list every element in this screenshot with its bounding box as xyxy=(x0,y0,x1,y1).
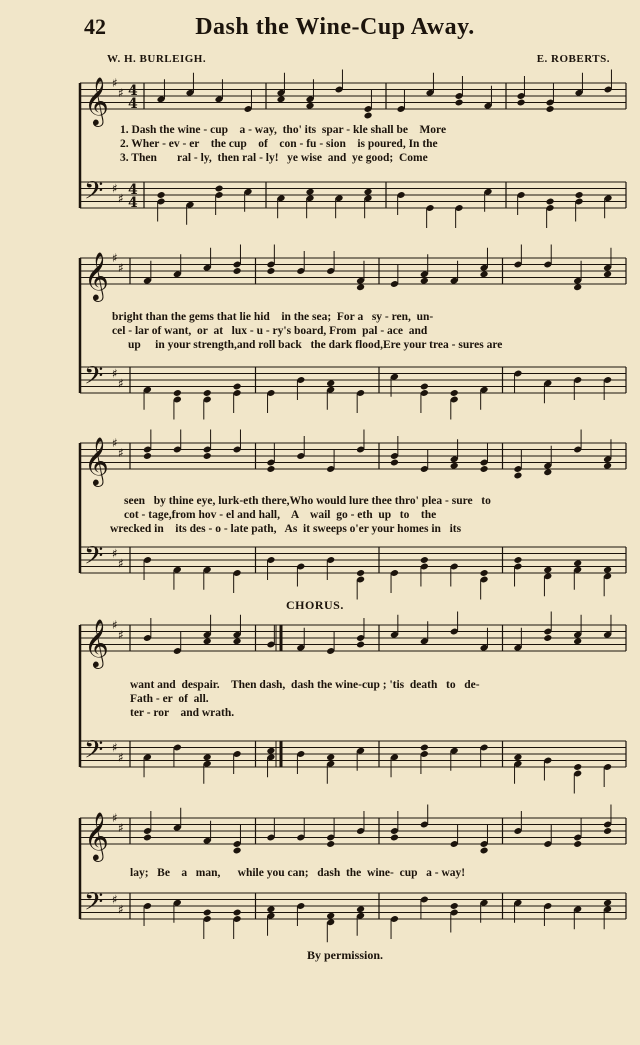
lyric-line: lay; Be a man, while you can; dash the wine- cup a - way! xyxy=(130,867,466,879)
note-head xyxy=(603,827,612,835)
time-signature: 4 xyxy=(128,96,138,112)
note-head xyxy=(480,465,489,473)
note-head xyxy=(233,847,242,855)
time-signature: 4 xyxy=(128,195,138,211)
hymn-title: Dash the Wine-Cup Away. xyxy=(195,14,475,40)
note-head xyxy=(573,840,582,848)
note-head xyxy=(364,112,373,120)
note-head xyxy=(543,634,552,642)
sharp-icon: ♯ xyxy=(118,191,124,206)
note-head xyxy=(480,569,489,577)
sharp-icon: ♯ xyxy=(112,740,118,755)
note-head xyxy=(203,909,212,917)
sharp-icon: ♯ xyxy=(118,627,124,642)
time-signature: 4 xyxy=(128,83,138,99)
sharp-icon: ♯ xyxy=(118,750,124,765)
note-head xyxy=(356,569,365,577)
lyric-line: seen by thine eye, lurk-eth there,Who would lure thee thro' plea - sure to xyxy=(124,495,491,507)
bass-clef-icon: 𝄢 xyxy=(84,176,104,212)
lyric-line: up in your strength,and roll back the dark flood,Ere your trea - sures are xyxy=(128,339,503,351)
note-head xyxy=(546,198,555,206)
note-head xyxy=(573,763,582,771)
note-head xyxy=(266,465,275,473)
page-number: 42 xyxy=(84,14,106,39)
treble-clef-icon: 𝄞 xyxy=(84,76,109,125)
note-head xyxy=(455,99,464,107)
composer-credit: E. ROBERTS. xyxy=(536,53,610,65)
lyric-line: cel - lar of want, or at lux - u - ry's board, From pal - ace and xyxy=(112,325,428,337)
treble-clef-icon: 𝄞 xyxy=(84,811,109,860)
time-signature: 4 xyxy=(128,182,138,198)
note-head xyxy=(215,185,224,193)
lyric-line: 1. Dash the wine - cup a - way, tho' its spar - kle shall be More xyxy=(120,124,447,136)
note-head xyxy=(513,556,522,564)
note-head xyxy=(420,383,429,391)
note-head xyxy=(356,641,365,649)
sharp-icon: ♯ xyxy=(112,251,118,265)
sharp-icon: ♯ xyxy=(112,546,118,561)
note-head xyxy=(546,105,555,113)
permission-note: By permission. xyxy=(306,948,383,962)
bass-clef-icon: 𝄢 xyxy=(84,361,104,397)
bass-clef-icon: 𝄢 xyxy=(84,541,104,577)
sharp-icon: ♯ xyxy=(112,181,118,196)
note-head xyxy=(326,840,335,848)
note-head xyxy=(157,191,166,199)
bass-clef-icon: 𝄢 xyxy=(84,887,104,923)
note-head xyxy=(390,834,399,842)
note-head xyxy=(173,389,182,397)
sharp-icon: ♯ xyxy=(112,811,118,825)
lyric-line: ter - ror and wrath. xyxy=(130,707,235,719)
note-head xyxy=(233,267,242,275)
note-head xyxy=(575,191,584,199)
note-head xyxy=(517,99,526,107)
sharp-icon: ♯ xyxy=(118,902,124,917)
note-head xyxy=(450,389,459,397)
note-head xyxy=(513,472,522,480)
note-head xyxy=(143,834,152,842)
note-head xyxy=(390,459,399,467)
lyric-line: cot - tage,from hov - el and hall, A wail go - eth up to the xyxy=(124,509,437,521)
note-head xyxy=(480,847,489,855)
lyric-line: bright than the gems that lie hid in the sea; For a sy - ren, un- xyxy=(112,311,434,323)
lyric-line: 3. Then ral - ly, then ral - ly! ye wise and ye good; Come xyxy=(120,152,428,164)
sharp-icon: ♯ xyxy=(118,376,124,391)
note-head xyxy=(233,909,242,917)
note-head xyxy=(420,556,429,564)
lyric-line: wrecked in its des - o - late path, As it sweeps o'er your homes in its xyxy=(110,523,462,535)
note-head xyxy=(450,902,459,910)
treble-clef-icon: 𝄞 xyxy=(84,251,109,300)
chorus-label: CHORUS. xyxy=(286,598,344,612)
sharp-icon: ♯ xyxy=(118,556,124,571)
sharp-icon: ♯ xyxy=(112,366,118,381)
treble-clef-icon: 𝄞 xyxy=(84,436,109,485)
sharp-icon: ♯ xyxy=(118,85,124,100)
note-head xyxy=(420,744,429,752)
lyric-line: want and despair. Then dash, dash the wine-cup ; 'tis death to de- xyxy=(130,679,480,691)
lyricist-credit: W. H. BURLEIGH. xyxy=(107,53,207,65)
note-head xyxy=(266,267,275,275)
lyric-line: Fath - er of all. xyxy=(130,693,209,705)
lyric-line: 2. Wher - ev - er the cup of con - fu - sion is poured, In the xyxy=(120,138,438,150)
sharp-icon: ♯ xyxy=(112,618,118,632)
treble-clef-icon: 𝄞 xyxy=(84,618,109,667)
note-head xyxy=(203,452,212,460)
note-head xyxy=(203,389,212,397)
sharp-icon: ♯ xyxy=(118,445,124,460)
bass-clef-icon: 𝄢 xyxy=(84,735,104,771)
note-head xyxy=(143,452,152,460)
sharp-icon: ♯ xyxy=(118,260,124,275)
sharp-icon: ♯ xyxy=(112,436,118,450)
sharp-icon: ♯ xyxy=(118,820,124,835)
sharp-icon: ♯ xyxy=(112,892,118,907)
note-head xyxy=(233,383,242,391)
sharp-icon: ♯ xyxy=(112,76,118,90)
